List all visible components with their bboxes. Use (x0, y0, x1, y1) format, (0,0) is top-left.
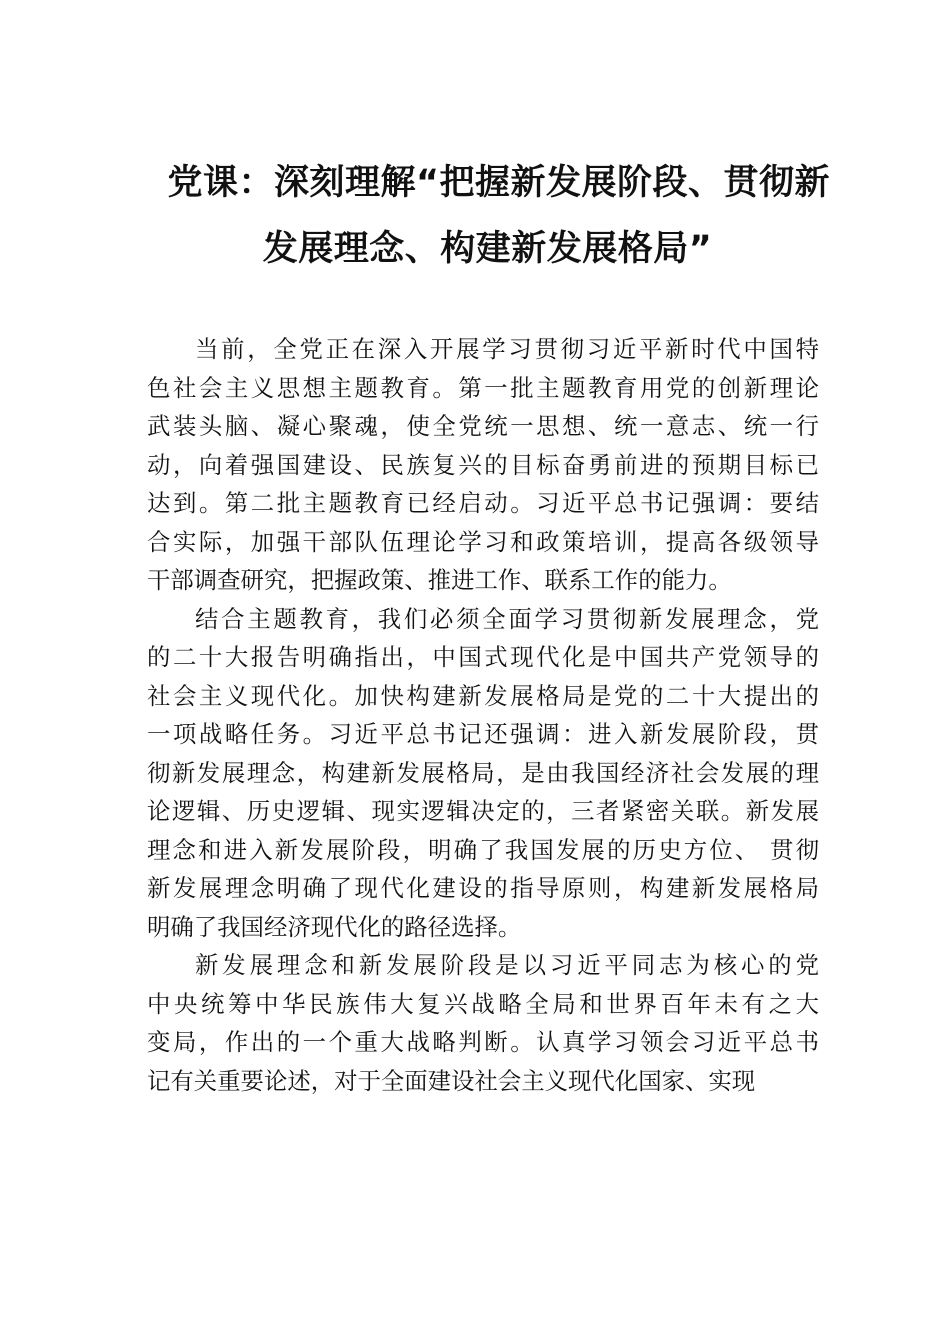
title-line: 党课：深刻理解“把握新发展阶段、贯彻新 (167, 163, 830, 203)
paragraph-line: 新发展理念和新发展阶段是以习近平同志为核心的党 (195, 951, 819, 979)
paragraph-line: 干部调查研究，把握政策、推进工作、联系工作的能力。 (147, 566, 732, 594)
paragraph-line: 当前，全党正在深入开展学习贯彻习近平新时代中国特 (195, 335, 819, 363)
paragraph-line: 武装头脑、凝心聚魂，使全党统一思想、统一意志、统一行 (147, 412, 819, 440)
paragraph-line: 动，向着强国建设、民族复兴的目标奋勇前进的预期目标已 (147, 450, 819, 479)
paragraph-line: 结合主题教育，我们必须全面学习贯彻新发展理念，党 (195, 604, 819, 633)
document-body (147, 330, 819, 1100)
paragraph-line: 新发展理念明确了现代化建设的指导原则，构建新发展格局 (147, 874, 819, 902)
paragraph-line: 中央统筹中华民族伟大复兴战略全局和世界百年未有之大 (147, 989, 819, 1018)
title-line: 发展理念、构建新发展格局” (262, 229, 713, 269)
paragraph-line: 变局，作出的一个重大战略判断。认真学习领会习近平总书 (147, 1028, 819, 1056)
paragraph-line: 论逻辑、历史逻辑、现实逻辑决定的，三者紧密关联。新发展 (147, 797, 819, 825)
paragraph-line: 合实际，加强干部队伍理论学习和政策培训，提高各级领导 (147, 527, 819, 556)
paragraph-line: 色社会主义思想主题教育。第一批主题教育用党的创新理论 (147, 373, 819, 402)
paragraph-line: 社会主义现代化。加快构建新发展格局是党的二十大提出的 (147, 681, 819, 710)
paragraph-line: 理念和进入新发展阶段，明确了我国发展的历史方位、 贯彻 (147, 835, 819, 864)
paragraph-line: 一项战略任务。习近平总书记还强调：进入新发展阶段，贯 (147, 720, 819, 748)
paragraph-line: 彻新发展理念，构建新发展格局，是由我国经济社会发展的理 (147, 758, 819, 787)
paragraph-line: 的二十大报告明确指出，中国式现代化是中国共产党领导的 (147, 643, 819, 671)
paragraph-line: 明确了我国经济现代化的路径选择。 (147, 912, 522, 941)
paragraph-line: 达到。第二批主题教育已经启动。习近平总书记强调：要结 (147, 489, 819, 517)
paragraph-line: 记有关重要论述，对于全面建设社会主义现代化国家、实现 (147, 1066, 756, 1095)
document-title (120, 150, 830, 282)
